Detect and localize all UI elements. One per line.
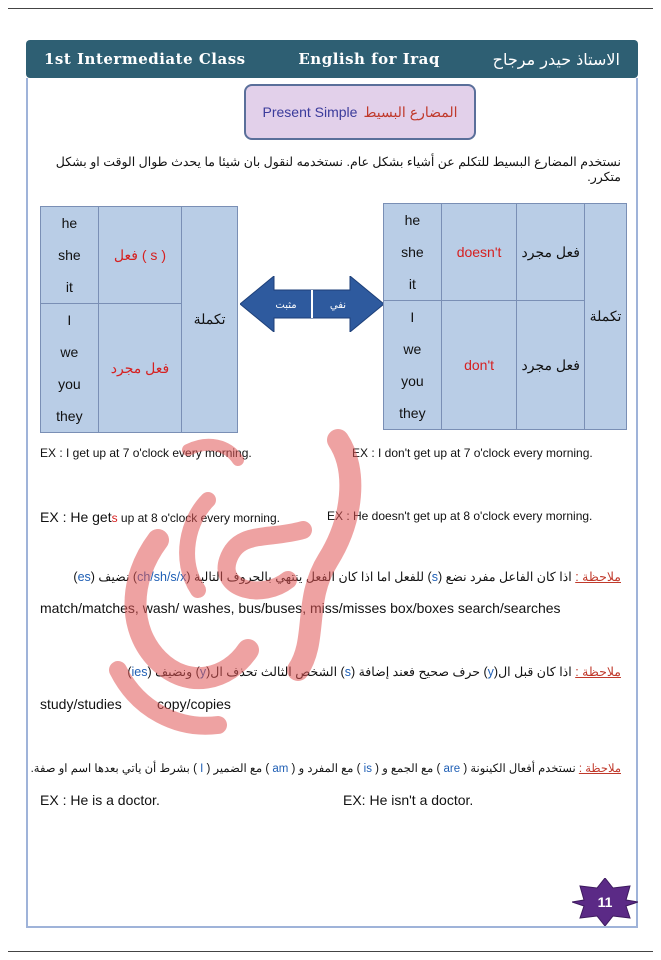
note-highlight: I bbox=[200, 763, 204, 775]
note-text: ) مع الجمع و ( bbox=[371, 763, 444, 775]
intro-text: نستخدم المضارع البسيط للتكلم عن أشياء بشكل عام. نستخدمه لنقول بان شيئا ما يحدث طوال الوقت او بشكل متكرر. bbox=[55, 155, 621, 184]
pronoun: they bbox=[56, 408, 83, 424]
title-box bbox=[244, 84, 476, 140]
note-text: اذا كان قبل ال( bbox=[493, 665, 576, 679]
note-1 bbox=[73, 569, 621, 584]
note-highlight: s bbox=[344, 665, 351, 679]
note-highlight: am bbox=[272, 763, 289, 775]
note-highlight: y bbox=[199, 665, 207, 679]
title-arabic: المضارع البسيط bbox=[363, 103, 458, 120]
note-label: ملاحظة : bbox=[578, 763, 621, 775]
pronoun: we bbox=[60, 344, 79, 360]
pronoun: you bbox=[58, 376, 81, 392]
complement-cell: تكملة bbox=[182, 207, 238, 433]
note-text: ) حرف صحيح فعند إضافة ( bbox=[350, 665, 488, 679]
negative-pronouns-group2 bbox=[384, 301, 442, 430]
pronoun: they bbox=[399, 405, 426, 421]
affirmative-table bbox=[40, 206, 238, 433]
affirmative-pronouns-group1 bbox=[41, 207, 99, 304]
title-english: Present Simple bbox=[262, 104, 358, 120]
doesnt-cell: doesn't bbox=[441, 204, 517, 301]
arrow-right-label: نفي bbox=[329, 300, 347, 311]
example-negative-2: EX : He doesn't get up at 8 o'clock every morning. bbox=[327, 509, 593, 523]
header-bar bbox=[26, 40, 638, 78]
note-text: ) نضيف ( bbox=[90, 570, 138, 584]
pronoun: it bbox=[65, 279, 73, 295]
note-highlight: ch/sh/s/x bbox=[137, 570, 187, 584]
base-verb-cell: فعل مجرد bbox=[517, 204, 585, 301]
pronoun: we bbox=[403, 341, 422, 357]
note-1-words: match/matches, wash/ washes, bus/buses, miss/misses box/boxes search/searches bbox=[40, 600, 561, 616]
note-text: ) الشخص الثالث تحذف ال( bbox=[206, 665, 345, 679]
note-text: ) مع المفرد و ( bbox=[288, 763, 364, 775]
note-text: اذا كان الفاعل مفرد نضع ( bbox=[437, 570, 576, 584]
note-text: ) بشرط أن ياتي بعدها اسم او صفة. bbox=[30, 763, 201, 775]
complement-cell: تكملة bbox=[585, 204, 627, 430]
note-highlight: are bbox=[443, 763, 461, 775]
teacher-name: الاستاذ حيدر مرجاح bbox=[492, 49, 620, 69]
dont-cell: don't bbox=[441, 301, 517, 430]
note-text: نستخدم أفعال الكينونة ( bbox=[460, 763, 579, 775]
note-text: ) مع الضمير ( bbox=[203, 763, 273, 775]
class-label: 1st Intermediate Class bbox=[44, 50, 246, 68]
arrow-left-label: مثبت bbox=[275, 300, 297, 311]
note-highlight: es bbox=[77, 570, 91, 584]
pronoun: I bbox=[67, 312, 72, 328]
note-text: ) bbox=[127, 665, 132, 679]
affirmative-negative-arrow bbox=[240, 276, 384, 332]
note-highlight: s bbox=[431, 570, 438, 584]
example-affirmative-2 bbox=[40, 509, 280, 525]
example-affirmative-1: EX : I get up at 7 o'clock every morning. bbox=[40, 446, 252, 460]
verb-s-cell: فعل ( s ) bbox=[98, 207, 182, 304]
base-verb-cell: فعل مجرد bbox=[98, 304, 182, 433]
pronoun: she bbox=[58, 247, 81, 263]
example-prefix: EX : He get bbox=[40, 509, 112, 525]
negative-table bbox=[383, 203, 627, 430]
note-2-word-2: copy/copies bbox=[157, 696, 231, 712]
book-label: English for Iraq bbox=[298, 50, 440, 68]
note-3-example-right: EX: He isn't a doctor. bbox=[343, 792, 474, 808]
pronoun: she bbox=[401, 244, 424, 260]
note-highlight: y bbox=[487, 665, 494, 679]
note-text: ) ونضيف ( bbox=[147, 665, 200, 679]
negative-pronouns-group1 bbox=[384, 204, 442, 301]
base-verb-cell: فعل مجرد bbox=[517, 301, 585, 430]
note-highlight: is bbox=[363, 763, 372, 775]
note-3-example-left: EX : He is a doctor. bbox=[40, 792, 160, 808]
pronoun: you bbox=[401, 373, 424, 389]
note-highlight: ies bbox=[131, 665, 148, 679]
pronoun: he bbox=[404, 212, 421, 228]
pronoun: it bbox=[408, 276, 416, 292]
note-text: ) bbox=[73, 570, 78, 584]
affirmative-pronouns-group2 bbox=[41, 304, 99, 433]
note-2 bbox=[127, 664, 621, 679]
pronoun: he bbox=[61, 215, 78, 231]
example-s: s bbox=[111, 511, 118, 525]
note-text: ) للفعل اما اذا كان الفعل ينتهي بالحروف التالية ( bbox=[186, 570, 432, 584]
pronoun: I bbox=[410, 309, 415, 325]
note-label: ملاحظة : bbox=[575, 665, 621, 679]
note-2-word-1: study/studies bbox=[40, 696, 122, 712]
example-negative-1: EX : I don't get up at 7 o'clock every morning. bbox=[352, 446, 593, 460]
page-number: 11 bbox=[597, 894, 613, 910]
example-suffix: up at 8 o'clock every morning. bbox=[117, 511, 280, 525]
note-3 bbox=[31, 761, 621, 775]
note-label: ملاحظة : bbox=[575, 570, 621, 584]
